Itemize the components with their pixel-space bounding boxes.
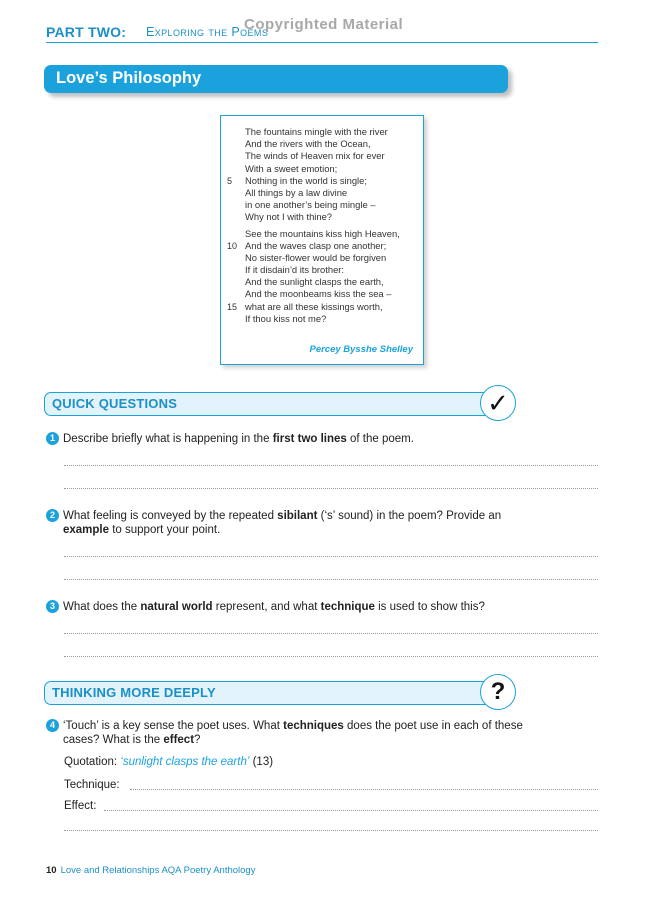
poem-line xyxy=(221,228,423,240)
page-number: 10 xyxy=(46,865,57,876)
question-number-2: 2 xyxy=(46,509,59,522)
poem-line-text: No sister-flower would be forgiven xyxy=(245,251,387,263)
answer-line-2a[interactable] xyxy=(64,556,598,557)
checkmark-icon: ✓ xyxy=(480,385,516,421)
poem-line xyxy=(221,187,423,199)
effect-answer-line[interactable] xyxy=(104,810,598,811)
poem-line-text: With a sweet emotion; xyxy=(245,162,338,174)
question-mark-icon: ? xyxy=(480,674,516,710)
question-number-4: 4 xyxy=(46,719,59,732)
poem-line xyxy=(221,276,423,288)
poem-box xyxy=(220,115,424,365)
quotation-line xyxy=(64,756,273,768)
poem-line-text: All things by a law divine xyxy=(245,186,348,198)
answer-line-2b[interactable] xyxy=(64,579,598,580)
quick-questions-label: QUICK QUESTIONS xyxy=(52,396,178,411)
poem-line xyxy=(221,138,423,150)
poem-line-number: 15 xyxy=(227,301,238,312)
poem-line xyxy=(221,252,423,264)
poem-line xyxy=(221,163,423,175)
page-footer xyxy=(46,865,255,876)
watermark: Copyrighted Material xyxy=(244,16,404,33)
question-2-text: What feeling is conveyed by the repeated sibilant (‘s’ sound) in the poem? Provide an example to support your point. xyxy=(63,510,502,536)
quotation-label: Quotation: xyxy=(64,756,121,768)
thinking-deeper-label: THINKING MORE DEEPLY xyxy=(52,685,216,700)
poem-line-text: And the moonbeams kiss the sea – xyxy=(245,288,392,300)
poem-line xyxy=(221,240,423,252)
poem-title-bar xyxy=(44,65,508,93)
header-part: PART TWO: xyxy=(46,24,127,40)
effect-label: Effect: xyxy=(64,800,97,812)
poem-line-text: Nothing in the world is single; xyxy=(245,174,367,186)
header-subtitle: Exploring the Poems xyxy=(146,25,269,39)
poem-line-number: 10 xyxy=(227,240,238,251)
effect-answer-line-2[interactable] xyxy=(64,830,598,831)
poem-line-text: The fountains mingle with the river xyxy=(245,126,388,137)
question-3-text: What does the natural world represent, and what technique is used to show this? xyxy=(63,601,485,613)
poem-line xyxy=(221,264,423,276)
poem-author: Percey Bysshe Shelley xyxy=(309,344,413,355)
quotation-text: ‘sunlight clasps the earth’ xyxy=(120,756,250,768)
poem-line xyxy=(221,313,423,325)
thinking-deeper-bar xyxy=(44,681,494,705)
poem-title: Love’s Philosophy xyxy=(56,69,202,87)
poem-line-text: And the sunlight clasps the earth, xyxy=(245,276,384,288)
technique-label: Technique: xyxy=(64,779,120,791)
question-number-1: 1 xyxy=(46,432,59,445)
poem-line-number: 5 xyxy=(227,175,233,186)
poem-line-text: The winds of Heaven mix for ever xyxy=(245,150,385,162)
poem-line-text: If thou kiss not me? xyxy=(245,312,327,324)
poem-line-text: If it disdain’d its brother: xyxy=(245,264,345,276)
poem-line-text: See the mountains kiss high Heaven, xyxy=(245,227,400,239)
poem-line-text: Why not I with thine? xyxy=(245,211,333,223)
poem-text xyxy=(221,126,423,325)
poem-line-text: what are all these kissings worth, xyxy=(245,300,383,312)
poem-line-text: And the rivers with the Ocean, xyxy=(245,138,371,150)
answer-line-3a[interactable] xyxy=(64,633,598,634)
poem-line xyxy=(221,150,423,162)
quotation-ref: (13) xyxy=(249,756,274,768)
poem-line xyxy=(221,199,423,211)
poem-line xyxy=(221,211,423,223)
question-4-text: ‘Touch’ is a key sense the poet uses. What techniques does the poet use in each of these cases? What is the effect? xyxy=(63,720,523,746)
question-number-3: 3 xyxy=(46,600,59,613)
quick-questions-bar xyxy=(44,392,494,416)
poem-line xyxy=(221,126,423,138)
poem-line xyxy=(221,301,423,313)
answer-line-1a[interactable] xyxy=(64,465,598,466)
poem-line xyxy=(221,288,423,300)
technique-answer-line[interactable] xyxy=(130,789,598,790)
poem-line-text: And the waves clasp one another; xyxy=(245,239,387,251)
answer-line-3b[interactable] xyxy=(64,656,598,657)
question-1-text: Describe briefly what is happening in the first two lines of the poem. xyxy=(63,433,414,445)
poem-line xyxy=(221,175,423,187)
footer-text: Love and Relationships AQA Poetry Anthology xyxy=(60,865,256,876)
answer-line-1b[interactable] xyxy=(64,488,598,489)
poem-line-text: in one another’s being mingle – xyxy=(245,199,376,211)
